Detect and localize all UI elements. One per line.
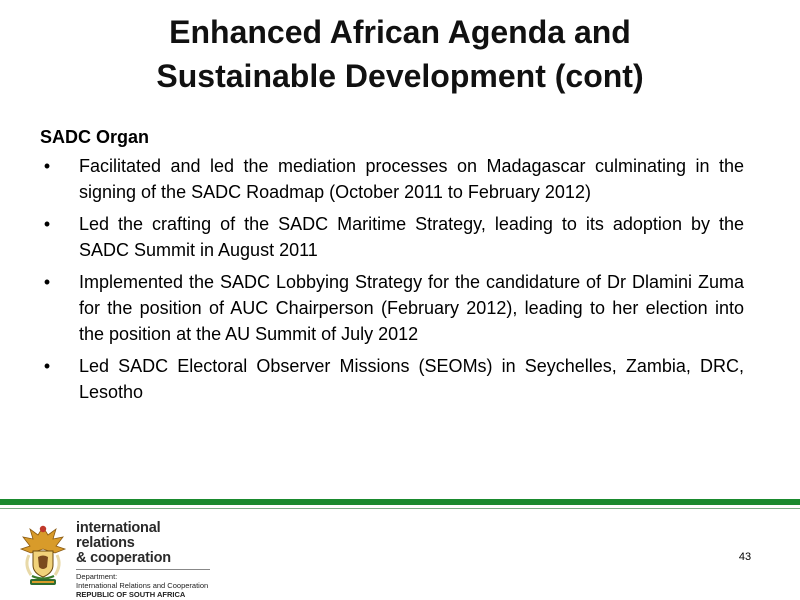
bullet-list — [40, 153, 744, 405]
slide-body — [40, 124, 744, 411]
bullet-item — [40, 211, 744, 263]
coat-of-arms-icon — [18, 521, 68, 587]
bullet-item — [40, 353, 744, 405]
bullet-marker: • — [43, 156, 51, 176]
slide-title — [40, 10, 760, 98]
slide-title-line-1: Enhanced African Agenda and — [169, 14, 631, 50]
bullet-item — [40, 269, 744, 347]
org-name-line-1: international relations — [76, 520, 161, 551]
section-heading: SADC Organ — [40, 127, 150, 147]
bullet-marker: • — [43, 356, 51, 376]
bullet-marker: • — [43, 272, 51, 292]
bullet-marker: • — [43, 214, 51, 234]
org-name-line-2: & cooperation — [76, 550, 171, 566]
footer-thin-rule — [0, 508, 800, 509]
country-name: REPUBLIC OF SOUTH AFRICA — [76, 590, 186, 599]
bullet-text: Led the crafting of the SADC Maritime Strategy, leading to its adoption by the SADC Summit in August 2011 — [79, 214, 744, 260]
department-branding — [76, 521, 216, 599]
footer-green-rule — [0, 499, 800, 505]
branding-divider — [76, 569, 210, 570]
department-label: Department: — [76, 572, 118, 581]
department-name: International Relations and Cooperation — [76, 581, 209, 590]
page-number: 43 — [738, 551, 752, 563]
bullet-item — [40, 153, 744, 205]
bullet-text: Facilitated and led the mediation processes on Madagascar culminating in the signing of the SADC Roadmap (October 2011 to February 2012) — [79, 156, 744, 202]
bullet-text: Led SADC Electoral Observer Missions (SEOMs) in Seychelles, Zambia, DRC, Lesotho — [79, 356, 744, 402]
bullet-text: Implemented the SADC Lobbying Strategy for the candidature of Dr Dlamini Zuma for the position of AUC Chairperson (February 2012), leading to her election into the position at the AU Summit of July 2012 — [79, 272, 744, 344]
slide-title-line-2: Sustainable Development (cont) — [156, 58, 644, 94]
